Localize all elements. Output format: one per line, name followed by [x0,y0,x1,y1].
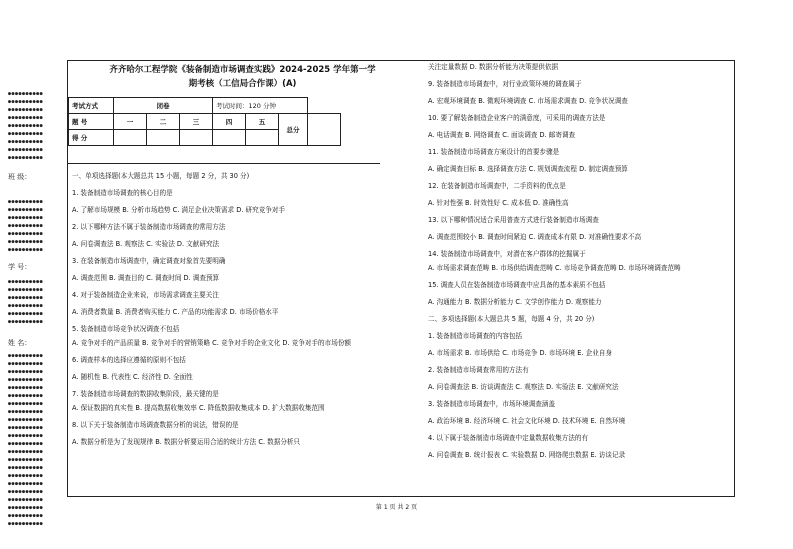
question-text: 3. 装备制造市场调查中，市场环境调查涵盖 [428,400,556,408]
total-score-cell[interactable] [308,114,341,146]
question-options: A. 随机性 B. 代表性 C. 经济性 D. 全面性 [72,373,193,381]
question-options: A. 市场需求 B. 市场供给 C. 市场竞争 D. 市场环境 E. 企业自身 [428,349,612,357]
right-column [428,59,730,464]
question-options: A. 电话调查 B. 网络调查 C. 面谈调查 D. 邮寄调查 [428,131,576,139]
section-number: 五 [246,114,279,130]
question-options: A. 竞争对手的产品质量 B. 竞争对手的营销策略 C. 竞争对手的企业文化 D. 竞争对手的市场份额 [72,339,352,347]
score-table [68,97,341,146]
question-options: A. 市场需求调查范畴 B. 市场供给调查范畴 C. 市场竞争调查范畴 D. 市场环境调查范畴 [428,264,681,272]
question-text: 8. 以下关于装备制造市场调查数据分析的说法，错误的是 [72,421,239,429]
question-options: A. 消费者数量 B. 消费者购买能力 C. 产品的功能需求 D. 市场价格水平 [72,308,279,316]
section-number: 三 [180,114,213,130]
score-cell[interactable] [147,130,180,146]
score-cell[interactable] [114,130,147,146]
question-text: 10. 要了解装备制造企业客户的满意度，可采用的调查方法是 [428,114,606,122]
section-heading: 二、多项选择题(本大题总共 5 题，每题 4 分，共 20 分) [428,315,595,323]
question-options: A. 数据分析是为了发现规律 B. 数据分析要运用合适的统计方法 C. 数据分析只 [72,438,301,446]
section-number: 四 [213,114,246,130]
question-text: 1. 装备制造市场调查的内容包括 [428,332,523,340]
question-text: 11. 装备制造市场调查方案设计的首要步骤是 [428,148,560,156]
binding-line: ●●●●●●●●●● ●●●●●●●●●● ●●●●●●●●●● ●●●●●●●●●● ●●●●●●●●●● ●●●●●●●●●● ●●●●●●●●●● ●●●●●●●●●● ●●●●●●●●●● [8,91,44,161]
question-options: 关注定量数据 D. 数据分析能为决策提供依据 [428,63,559,71]
student-id-label: 学 号： [8,263,32,271]
question-text: 4. 对于装备制造企业来说，市场需求调查主要关注 [72,291,219,299]
question-options: A. 确定调查目标 B. 选择调查方法 C. 规划调查流程 D. 制定调查预算 [428,165,628,173]
exam-method-label: 考试方式 [69,98,114,114]
page-number: 第 1 页 共 2 页 [375,504,418,511]
binding-line: ●●●●●●●●●● ●●●●●●●●●● ●●●●●●●●●● ●●●●●●●●●● ●●●●●●●●●● ●●●●●●●●●● ●●●●●●●●●● [8,199,44,253]
question-options: A. 问卷调查 B. 统计报表 C. 实验数据 D. 网络爬虫数据 E. 访谈记录 [428,451,626,459]
exam-title: 齐齐哈尔工程学院《装备制造市场调查实践》2024-2025 学年第一学 [109,65,376,75]
question-text: 13. 以下哪种情况适合采用普查方式进行装备制造市场调查 [428,216,599,224]
question-options: A. 宏观环境调查 B. 微观环境调查 C. 市场需求调查 D. 竞争状况调查 [428,97,628,105]
section-heading: 一、单项选择题(本大题总共 15 小题，每题 2 分，共 30 分) [72,172,250,180]
question-options: A. 针对性强 B. 时效性好 C. 成本低 D. 准确性高 [428,199,569,207]
score-label: 得 分 [69,130,114,146]
binding-line: ●●●●●●●●●● ●●●●●●●●●● ●●●●●●●●●● ●●●●●●●●●● ●●●●●●●●●● ●●●●●●●●●● ●●●●●●●●●● ●●●●●●●●●● ●●●●●●●●●● ●●●●●●●●●● ●●●●●●●●●● ●●●●●●●●●● ●●●●●●●●●● ●●●●●●●●●● ●●●●●●●●●● ●●●●●●●●●● ●●●●●●●●●● ●●●●●●●●●● ●●●●●●●●●● ●●●●●●●●●● ●●●●●●●●●● ●●●●●●●●●● [8,353,44,527]
question-text: 12. 在装备制造市场调查中，二手资料的优点是 [428,182,566,190]
question-options: A. 调查范围 B. 调查目的 C. 调查时间 D. 调查预算 [72,274,220,282]
binding-line: ●●●●●●●●●● ●●●●●●●●●● ●●●●●●●●●● ●●●●●●●●●● ●●●●●●●●●● ●●●●●●●●●● [8,279,44,325]
question-options: A. 问卷调查法 B. 访谈调查法 C. 观察法 D. 实验法 E. 文献研究法 [428,383,619,391]
question-options: A. 保证数据的真实性 B. 提高数据收集效率 C. 降低数据收集成本 D. 扩大数据收集范围 [72,404,325,412]
question-text: 3. 在装备制造市场调查中，确定调查对象首先要明确 [72,257,226,265]
question-text: 7. 装备制造市场调查的数据收集阶段，最关键的是 [72,390,219,398]
question-text: 4. 以下属于装备制造市场调查中定量数据收集方法的有 [428,434,589,442]
section-number: 二 [147,114,180,130]
question-text: 5. 装备制造市场竞争状况调查不包括 [72,325,180,333]
class-label: 班 级： [8,173,32,181]
exam-subtitle: 期考核（工信局合作课）(A) [188,79,297,89]
question-text: 6. 调查样本的选择应遵循的原则不包括 [72,356,186,364]
question-options: A. 问卷调查法 B. 观察法 C. 实验法 D. 文献研究法 [72,240,220,248]
question-text: 14. 装备制造市场调查中，对潜在客户群体的挖掘属于 [428,250,586,258]
question-text: 9. 装备制造市场调查中，对行业政策环境的调查属于 [428,80,582,88]
exam-time: 考试时间：120 分钟 [213,98,308,114]
score-cell[interactable] [213,130,246,146]
score-cell[interactable] [246,130,279,146]
question-options: A. 沟通能力 B. 数据分析能力 C. 文学创作能力 D. 观察能力 [428,298,602,306]
left-column [72,168,382,451]
question-text: 15. 调查人员在装备制造市场调查中应具备的基本素质不包括 [428,281,606,289]
divider [68,163,380,164]
student-info-strip [8,90,58,530]
exam-method-value: 闭卷 [114,98,213,114]
question-text: 2. 装备制造市场调查常用的方法有 [428,366,529,374]
question-options: A. 了解市场规模 B. 分析市场趋势 C. 满足企业决策需求 D. 研究竞争对手 [72,206,286,214]
question-number-label: 题 号 [69,114,114,130]
question-text: 2. 以下哪种方法不属于装备制造市场调查的常用方法 [72,223,226,231]
name-label: 姓 名： [8,339,32,347]
question-options: A. 政治环境 B. 经济环境 C. 社会文化环境 D. 技术环境 E. 自然环境 [428,417,626,425]
section-number: 一 [114,114,147,130]
question-text: 1. 装备制造市场调查的核心目的是 [72,189,173,197]
score-cell[interactable] [180,130,213,146]
total-score-label: 总分 [279,114,308,146]
question-options: A. 调查范围较小 B. 调查时间紧迫 C. 调查成本有限 D. 对准确性要求不高 [428,233,642,241]
